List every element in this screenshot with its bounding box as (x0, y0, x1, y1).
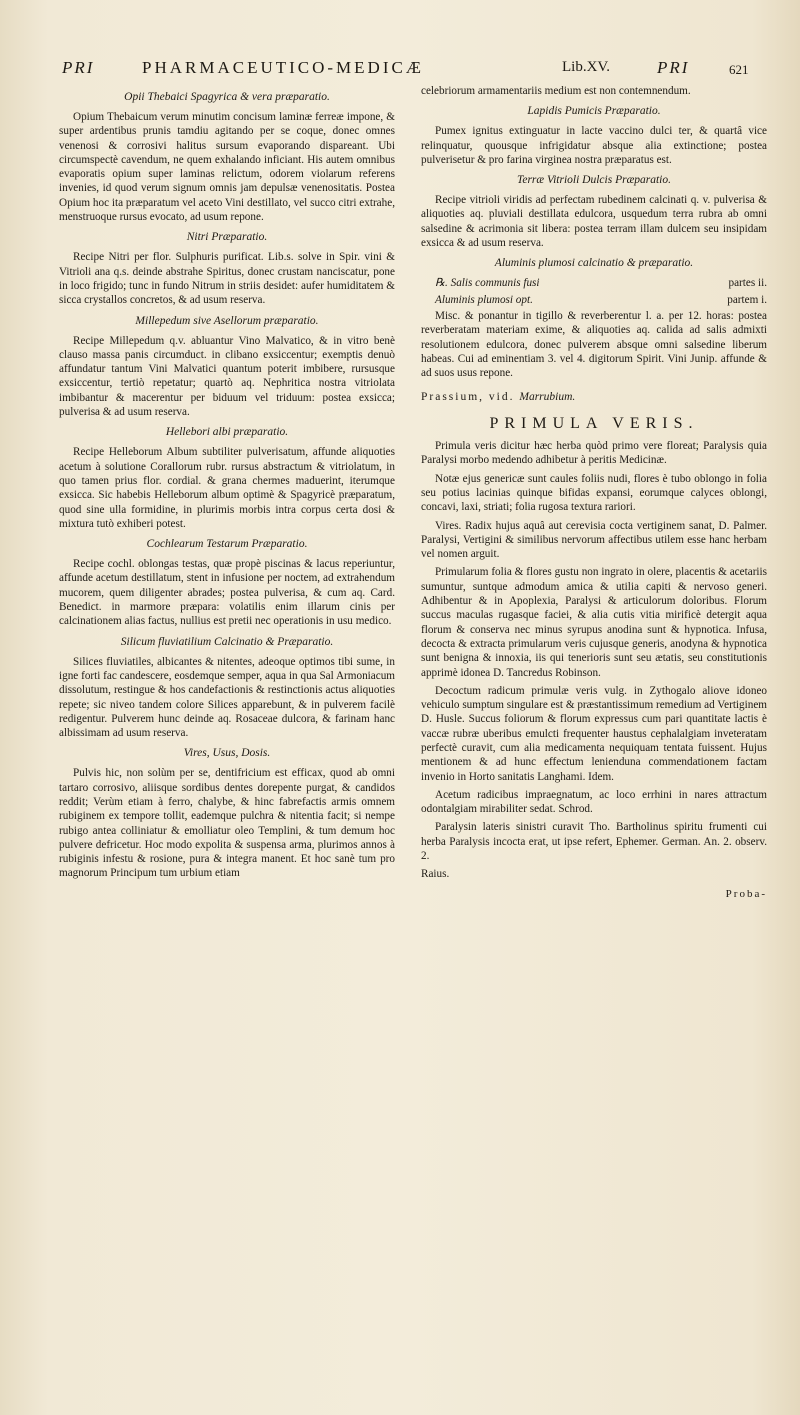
section-heading: Aluminis plumosi calcinatio & præparatio. (494, 257, 694, 270)
header-book-number: Lib.XV. (562, 59, 611, 75)
section-heading: Terræ Vitrioli Dulcis Præparatio. (517, 174, 671, 187)
section-text: Recipe Millepedum q.v. abluantur Vino Malvatico, & in vitro benè clauso massa panis circumduct. in clibano exsiccentur; exemptis denuò affundatur tantum Vini Malvatici quantum poterit imbibere, rursusque exsiccentur, tertiò repetatur; quartò aq. Nephritica nostra vitriolata imbibantur & macerentur per biduum vel triduum: postea exsicca; pulverisa & ad usum reserva. (59, 334, 395, 419)
catchword: Proba- (725, 888, 767, 901)
continued-text: celebriorum armamentariis medium est non contemnendum. (421, 85, 691, 97)
header-right-word: PRI (657, 58, 690, 77)
section-text: Recipe cochl. oblongas testas, quæ propè piscinas & lacus reperiuntur, affunde acetum destillatum, stent in infusione per noctem, ad extrahendum mucorem, quem diligenter abrades; postea pulverisa, & cum aq. Card. Benedict. in marmore præpara: volatilis enim illarum cinis per calcinationem alias factus, nullius est pretii nec operationis in usu medico. (59, 558, 395, 628)
entry-paragraph: Paralysin lateris sinistri curavit Tho. Bartholinus spiritu frumenti cui herba Paralysis incocta erat, ut ipse refert, Ephemer. German. An. 2. observ. 2. (421, 821, 767, 863)
section-text: Recipe Helleborum Album subtiliter pulverisatum, affunde aliquoties acetum à solutione Corallorum rubr. rursus abstractum & vitriolatum, in quo tamen prius flor. cordial. & grana chermes maduerint, iterumque exsicca. Sic habebis Helleborum album optimè & Spagyricè præparatum, quod sine ulla formidine, in plurimis morbis intra corpus certa dosi & mixtura tutò exhiberi potest. (59, 446, 395, 530)
cross-reference-label: Prassium, vid. (421, 391, 515, 404)
section-text: Pumex ignitus extinguatur in lacte vaccino dulci ter, & quartâ vice relinquatur, quousque infrigidatur absque alia extinctione; postea pulverisetur & pro farina virginea nostra præparatus est. (421, 125, 767, 166)
section-heading: Vires, Usus, Dosis. (183, 747, 271, 760)
section-heading: Hellebori albi præparatio. (165, 426, 289, 439)
section-text: Recipe vitrioli viridis ad perfectam rubedinem calcinati q. v. pulverisa & aliquoties aq. pluviali destillata edulcora, usquedum terra rubra ab omni salsedine & acrimonia sit libera: postea terram illam dulcem seu insipidam exsicca & ad usum reserva. (421, 194, 767, 250)
section-heading: Millepedum sive Asellorum præparatio. (135, 314, 319, 327)
recipe-ingredient: Aluminis plumosi opt. (435, 293, 533, 306)
recipe-quantity: partes ii. (728, 277, 767, 290)
section-text: Silices fluviatiles, albicantes & nitentes, adeoque optimos tibi sume, in igne forti fac candescere, eosdemque semper, aqua in qua Sal Armoniacum dissolutum, restingue & hos candefactionis & restinctionis actus aliquoties repete; sic niveo tandem colore Silices apparebunt, & in pulverem facilè redigentur. Pulverem hunc deinde aq. Rosaceae dulcora, & farinam hanc albissimam ad usum reserva. (59, 655, 395, 740)
entry-paragraph: Acetum radicibus impraegnatum, ac loco errhini in nares attractum odontalgiam mirabiliter sedat. Schrod. (421, 788, 767, 816)
entry-paragraph: Vires. Radix hujus aquâ aut cerevisia cocta vertiginem sanat, D. Palmer. Paralysi, Vertigini & similibus nervorum affectibus utilem esse hanc herbam vel nomen arguit. (421, 519, 767, 561)
section-text: Misc. & ponantur in tigillo & reverberentur l. a. per 12. horas: postea reverberatam materiam exime, & aliquoties aq. calida ad salis admixti resolutionem edulcora, donec pulverem absque omni salsedine liberum habeas. Cui ad eminentiam 3. vel 4. digitorum Spirit. Vini Junip. affunde & ad suos usus repone. (421, 309, 767, 380)
cross-reference (421, 390, 767, 404)
section-text: Opium Thebaicum verum minutim concisum laminæ ferreæ impone, & super ardentibus prunis tamdiu agitando per se coque, donec omnes venenosi & corrosivi halitus sursum evaporando dispareant. Ubi circumspectè cavendum, ne quem exhalando inficiant. His autem omnibus evaporatis opium super laminas relictum, odorem violarum referens invenies, id quod verum signum omnis jam depulsæ venenositatis. Postea Opium hoc ita præparatum vel aceto Vini destillato, vel succo citri extrahe, menstruoque rursus evocato, ad usum repone. (59, 111, 395, 224)
section-heading: Lapidis Pumicis Præparatio. (527, 105, 661, 118)
entry-paragraph: Primula veris dicitur hæc herba quòd primo vere floreat; Paralysis quia Paralysi morbo medendo adhibetur à peritis Medicinæ. (421, 440, 767, 467)
section-heading: Cochlearum Testarum Præparatio. (146, 538, 308, 551)
section-heading: Opii Thebaici Spagyrica & vera præparatio. (124, 91, 330, 103)
entry-paragraph: Notæ ejus genericæ sunt caules foliis nudi, flores è tubo oblongo in folia seu potius lacinias quinque bifidas expansi, eorumque calyces oblongi, concavi, laxi, striati; folia rugosa textura rariori. (421, 472, 767, 514)
final-paragraph-wrap (421, 820, 767, 901)
section-heading: Nitri Præparatio. (186, 231, 268, 244)
header-title: PHARMACEUTICO-MEDICÆ (142, 58, 424, 77)
header-left-word: PRI (62, 58, 95, 77)
cross-reference-target: Marrubium. (519, 391, 576, 404)
attribution: Raius. (421, 868, 450, 881)
section-text: Pulvis hic, non solùm per se, dentifricium est efficax, quod ab omni tartaro corrosivo, aliisque sordibus dentes dorepente purgat, & candidos reddit; Verùm etiam à ferro, chalybe, & hinc fabrefactis armis omnem rubiginem ex tempore tollit, eademque pulchra & nitentia facit; si nempe rubigo antea colliniatur & emolliatur oleo Templini, & tum demum hoc pulvere defricetur. Hoc modo expolita & suspensa arma, plurimos annos à rubiginis infestu & rosione, pura & integra manent. Et hoc sanè tum pro magnorum Principum tum urbium etiam (59, 767, 395, 880)
entry-heading: PRIMULA VERIS. (489, 414, 699, 432)
entry-paragraph: Primularum folia & flores gustu non ingrato in olere, placentis & acetariis sumuntur, suntque admodum amica & utilia capiti & nervoso generi. Adhibentur & in Apoplexia, Paralysi & articulorum doloribus. Florum succus maculas rugasque faciei, & alia cutis vitia mirificè detergit aqua florum & conserva nec minus syrupus anodina sunt & hypnotica. Infusa, decocta & extracta primularum veris cujusque generis, anodyna & hypnotica sunt benigna & innoxia, iis qui tenerioris sunt seu ætatis, seu constitutionis apprimè idonea D. Tancredus Robinson. (421, 566, 767, 679)
recipe-line (435, 293, 767, 307)
running-header (62, 58, 780, 82)
recipe-ingredient: ℞. Salis communis fusi (435, 277, 540, 290)
recipe-line (435, 276, 767, 290)
section-text: Recipe Nitri per flor. Sulphuris purificat. Lib.s. solve in Spir. vini & Vitrioli ana q.s. deinde abstrahe Spiritus, donec crustam nanciscatur, pone in loco frigido; tunc in fundo Nitrum in striis desidet: aufer humiditatem & sicca crystallos concretos, & ad usum reserva. (59, 251, 395, 307)
right-column (421, 84, 767, 901)
page-number: 621 (729, 62, 749, 77)
entry-paragraph: Decoctum radicum primulæ veris vulg. in Zythogalo aliove idoneo vehiculo sumptum singulare est & præstantissimum remedium ad Vertiginem D. Husle. Succus foliorum & florum expressus cum pari quantitate lactis è vaccæ rubræ uberibus emulcti frequenter haustus cephalalgiam inveteratam perfectè curavit, cum alia medicamenta nequiquam tentata fuissent. Hujus mentionem & ad hunc effectum lenienduna commendationem factam invenio in Horto sanitatis Langhami. Idem. (421, 684, 767, 783)
section-heading: Silicum fluviatilium Calcinatio & Præparatio. (120, 635, 334, 648)
recipe-quantity: partem i. (727, 293, 767, 306)
left-column (59, 84, 395, 885)
